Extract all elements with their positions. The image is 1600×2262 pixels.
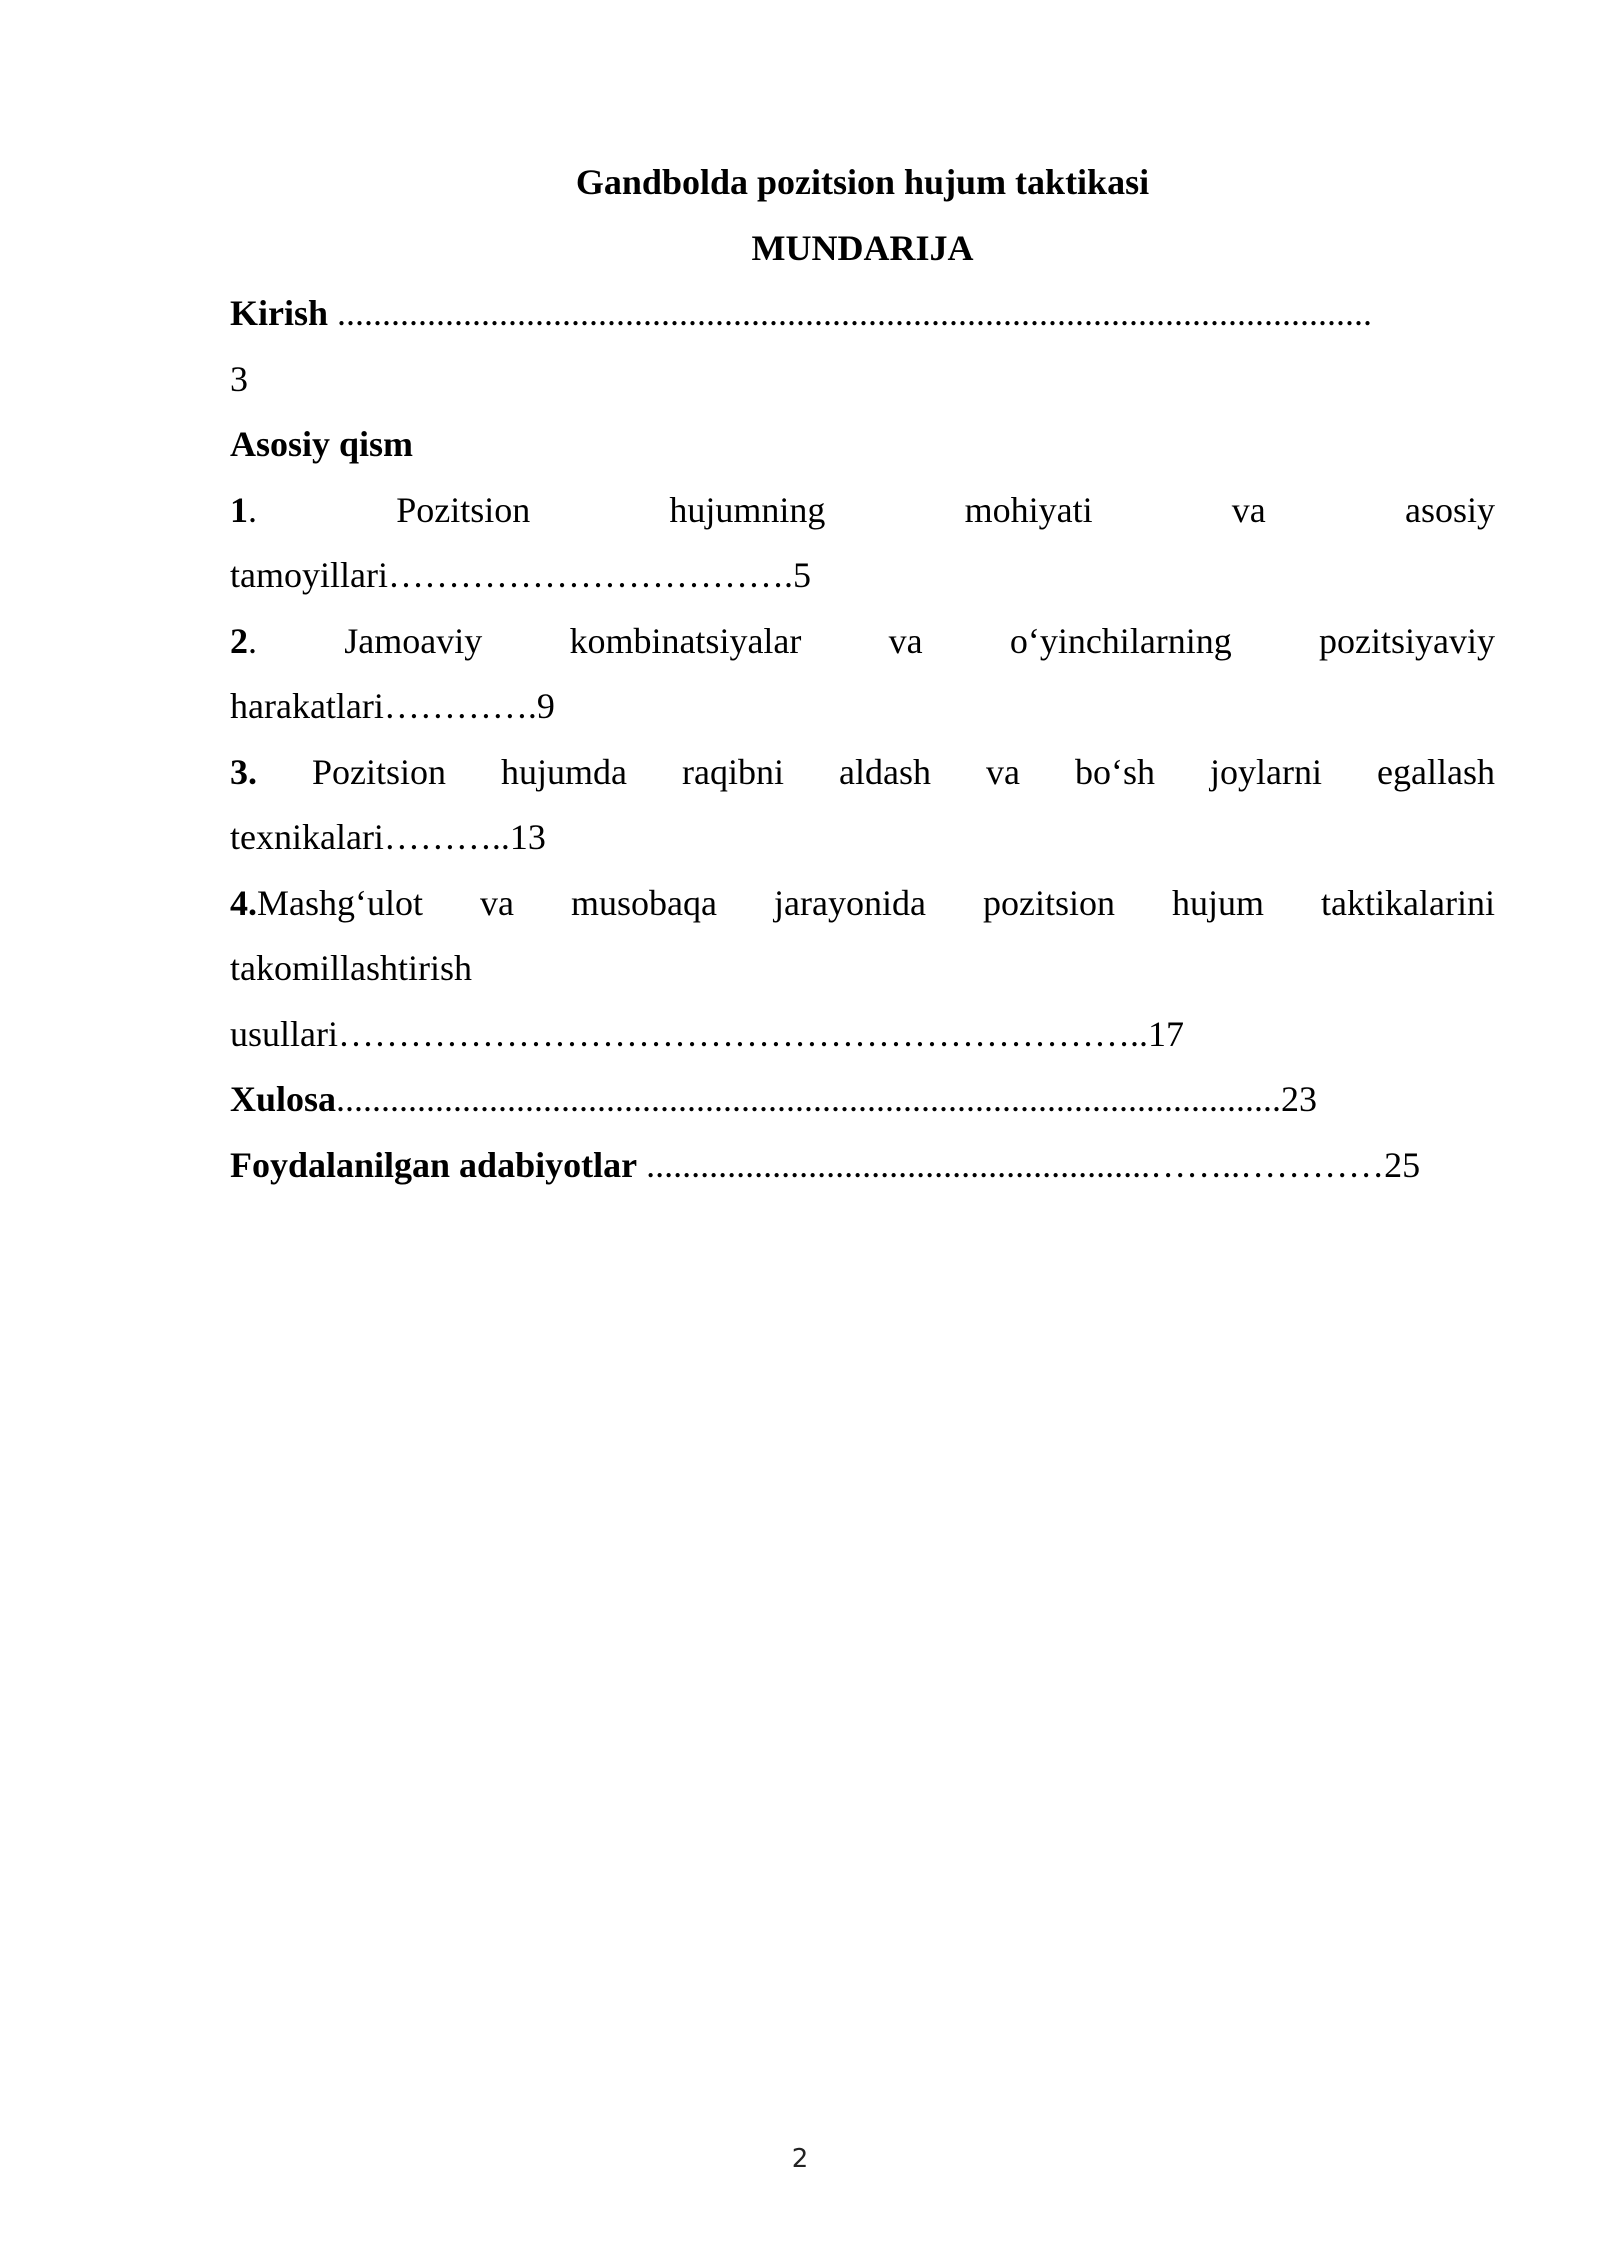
toc-entry-3-continued: texnikalari………..13 [230, 817, 546, 857]
toc-entry-text: Pozitsion hujumda raqibni aldash va bo‘sh joylarni egallash [257, 751, 1495, 792]
toc-entry-2 [230, 609, 1495, 675]
toc-entry-number: 2 [230, 620, 248, 661]
document-title: Gandbolda pozitsion hujum taktikasi [575, 162, 1150, 202]
toc-entry-number: 1 [230, 489, 248, 530]
toc-entry-text: Mashg‘ulot va musobaqa jarayonida pozitsion hujum taktikalarini [257, 882, 1495, 923]
toc-entry-intro [230, 281, 1495, 347]
toc-entry-4-continued-2: usullari…………………………………………………………..17 [230, 1013, 1184, 1054]
page-number: 2 [791, 2144, 809, 2174]
toc-leader: .........................................................................................................23 [336, 1079, 1318, 1119]
toc-leader: ................................................................................................................... [328, 293, 1373, 333]
toc-entry-1 [230, 478, 1495, 544]
toc-entry-label: Xulosa [230, 1079, 337, 1119]
toc-entry-conclusion [230, 1067, 1495, 1133]
toc-entry-text: . Jamoaviy kombinatsiyalar va o‘yinchilarning pozitsiyaviy [248, 620, 1495, 661]
toc-leader: ........................................................……..…………25 [637, 1144, 1421, 1185]
toc-entry-1-continued: tamoyillari…………………………….5 [230, 555, 811, 595]
table-of-contents [230, 150, 1495, 1198]
toc-entry-number: 3. [230, 751, 257, 792]
toc-entry-references [230, 1133, 1495, 1199]
toc-entry-2-continued: harakatlari………….9 [230, 686, 555, 726]
toc-entry-3 [230, 740, 1495, 806]
toc-entry-text: . Pozitsion hujumning mohiyati va asosiy [248, 489, 1495, 530]
toc-entry-label: Foydalanilgan adabiyotlar [230, 1144, 638, 1185]
toc-entry-label: Kirish [230, 293, 329, 333]
toc-entry-4-continued: takomillashtirish [230, 948, 472, 988]
toc-section-main-part: Asosiy qism [230, 424, 414, 464]
toc-entry-intro-page: 3 [230, 358, 248, 399]
toc-entry-4 [230, 871, 1495, 937]
toc-entry-number: 4. [230, 882, 257, 923]
toc-heading: MUNDARIJA [751, 227, 974, 268]
